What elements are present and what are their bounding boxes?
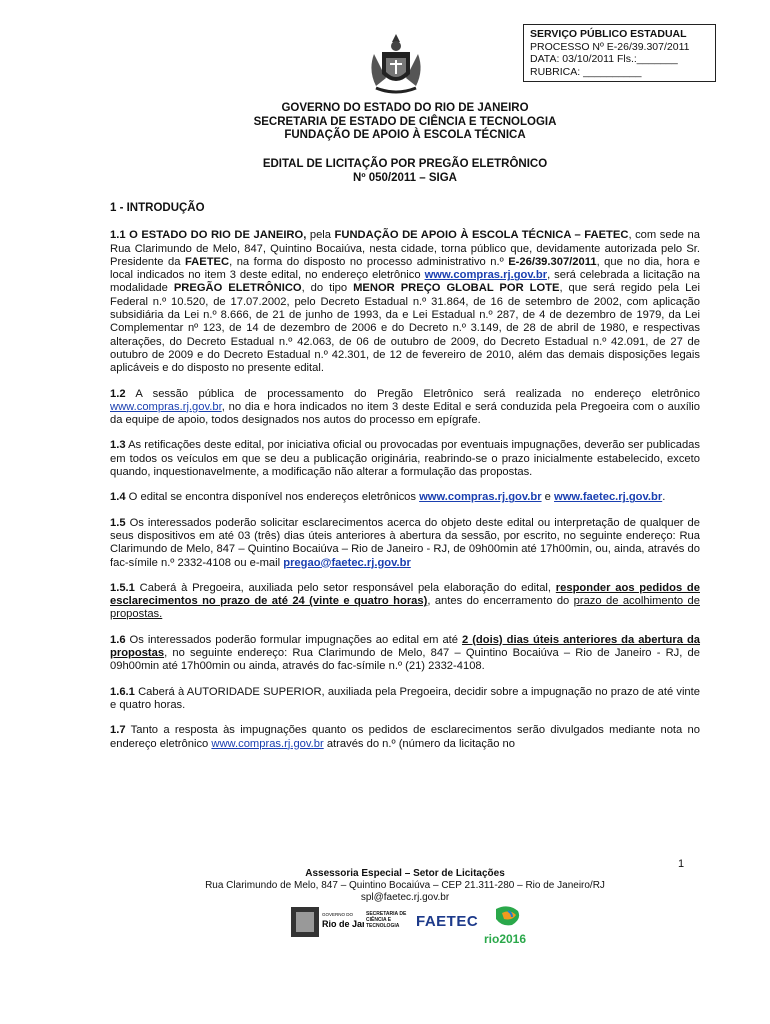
partner-logos <box>290 905 550 949</box>
faetec-link[interactable]: www.faetec.rj.gov.br <box>554 491 663 504</box>
paragraph-1-2: 1.2 A sessão pública de processamento do Pregão Eletrônico será realizada no endereço eletrônico www.compras.rj.gov.br, no dia e hora indicados no item 3 deste Edital e será conduzida pela Pregoeira com o auxílio da equipe de apoio, todos designados nos autos do processo em epígrafe. <box>110 387 700 427</box>
page-number: 1 <box>678 858 685 870</box>
process-stamp <box>523 24 716 82</box>
stamp-title: SERVIÇO PÚBLICO ESTADUAL <box>530 28 687 40</box>
title-number: Nº 050/2011 – SIGA <box>353 171 457 184</box>
rio2016-logo <box>482 905 534 949</box>
secretariat-logo: SECRETARIA DE CIÊNCIA E TECNOLOGIA <box>366 911 407 929</box>
rio2016-emblem-icon <box>482 905 534 949</box>
document-header <box>110 102 700 143</box>
footer-email: spl@faetec.rj.gov.br <box>360 892 450 903</box>
paragraph-1-1: 1.1 O ESTADO DO RIO DE JANEIRO, pela FUNDAÇÃO DE APOIO À ESCOLA TÉCNICA – FAETEC, com sede na Rua Clarimundo de Melo, 847, Quintino Bocaiúva, nesta cidade, torna público que, devidamente autorizada pelo Sr. Presidente da FAETEC, na forma do disposto no processo administrativo n.º E-26/39.307/2011, que no dia, hora e local indicados no item 3 deste edital, no endereço eletrônico www.compras.rj.gov.br, será celebrada a licitação na modalidade PREGÃO ELETRÔNICO, do tipo MENOR PREÇO GLOBAL POR LOTE, que será regido pela Lei Federal n.º 10.520, de 17.07.2002, pelo Decreto Estadual n.º 31.864, de 16 de setembro de 2002, com aplicação subsidiária da Lei n.º 8.666, de 21 de junho de 1993, da e Lei Estadual n.º 287, de 4 de dezembro de 1979, da Lei Complementar nº 123, de 14 de dezembro de 2006 e do Decreto n.º 3.149, de 28 de abril de 1980, e respectivas alterações, do Decreto Estadual n.º 42.063, de 06 de outubro de 2009, do Decreto Estadual n.º 42.091, de 27 de outubro de 2009 e do Decreto Estadual n.º 42.301, de 12 de fevereiro de 2010, além das demais disposições legais aplicáveis e do disposto no presente edital. <box>110 229 701 375</box>
compras-link[interactable]: www.compras.rj.gov.br <box>424 269 548 282</box>
header-government: GOVERNO DO ESTADO DO RIO DE JANEIRO <box>281 102 529 114</box>
section-heading: 1 - INTRODUÇÃO <box>110 202 205 214</box>
faetec-logo: FAETEC <box>416 913 479 930</box>
paragraph-1-3: 1.3 As retificações deste edital, por iniciativa oficial ou provocadas por eventuais impugnações, deverão ser publicadas em todos os veículos em que se deu a publicação originária, reabrindo-se o prazo inicialmente estabelecido, exceto quando, inquestionavelmente, a modificação não alterar a formulação das propostas. <box>110 439 700 479</box>
compras-link[interactable]: www.compras.rj.gov.br <box>419 491 542 504</box>
document-body <box>110 202 700 763</box>
government-crest-icon <box>290 905 364 939</box>
svg-text:GOVERNO DO: GOVERNO DO <box>322 912 354 917</box>
state-coat-of-arms-icon <box>366 30 426 98</box>
email-link[interactable]: pregao@faetec.rj.gov.br <box>283 556 411 569</box>
document-title <box>110 158 700 185</box>
svg-text:Rio de Janeiro: Rio de Ja <box>322 919 363 929</box>
stamp-process: PROCESSO Nº E-26/39.307/2011 <box>530 40 690 53</box>
government-logo <box>290 905 364 939</box>
compras-link[interactable]: www.compras.rj.gov.br <box>110 400 222 413</box>
paragraph-1-6-1: 1.6.1 Caberá à AUTORIDADE SUPERIOR, auxiliada pela Pregoeira, decidir sobre a impugnação no prazo de até vinte e quatro horas. <box>110 685 700 711</box>
stamp-date: DATA: 03/10/2011 Fls.:_______ <box>530 53 678 65</box>
header-secretariat: SECRETARIA DE ESTADO DE CIÊNCIA E TECNOLOGIA <box>253 115 557 128</box>
title-edital: EDITAL DE LICITAÇÃO POR PREGÃO ELETRÔNICO <box>262 158 548 170</box>
paragraph-1-5: 1.5 Os interessados poderão solicitar esclarecimentos acerca do objeto deste edital ou interpretação de qualquer de seus dispositivos em até 03 (três) dias úteis anteriores à abertura da sessão, por escrito, no seguinte endereço: Rua Clarimundo de Melo, 847 – Quintino Bocaiúva – Rio de Janeiro - RJ, de 09h00min até 17h00min, ou, ainda, através do fac-símile n.º 2332-4108 ou e-mail pregao@faetec.rj.gov.br <box>110 516 700 569</box>
footer-department: Assessoria Especial – Setor de Licitações <box>305 868 505 879</box>
header-foundation: FUNDAÇÃO DE APOIO À ESCOLA TÉCNICA <box>284 129 526 141</box>
paragraph-1-4: 1.4 O edital se encontra disponível nos endereços eletrônicos www.compras.rj.gov.br e www.faetec.rj.gov.br. <box>110 491 666 504</box>
compras-link[interactable]: www.compras.rj.gov.br <box>211 737 324 750</box>
stamp-rubrica: RUBRICA: __________ <box>530 65 642 78</box>
paragraph-1-7: 1.7 Tanto a resposta às impugnações quanto os pedidos de esclarecimentos serão divulgados mediante nota no endereço eletrônico www.compras.rj.gov.br através do n.º (número da licitação no <box>110 724 700 750</box>
footer-address: Rua Clarimundo de Melo, 847 – Quintino Bocaiúva – CEP 21.311-280 – Rio de Janeiro/RJ <box>205 880 605 891</box>
page-footer <box>110 868 700 904</box>
svg-text:rio2016: rio2016 <box>484 932 527 946</box>
paragraph-1-5-1: 1.5.1 Caberá à Pregoeira, auxiliada pelo setor responsável pela elaboração do edital, responder aos pedidos de esclarecimentos no prazo de até 24 (vinte e quatro horas), antes do encerramento do prazo de acolhimento de propostas. <box>110 581 700 621</box>
paragraph-1-6: 1.6 Os interessados poderão formular impugnações ao edital em até 2 (dois) dias úteis anteriores da abertura da propostas, no seguinte endereço: Rua Clarimundo de Melo, 847 – Quintino Bocaiúva – Rio de Janeiro - RJ, de 09h00min até 17h00min ou ainda, através do fac-símile n.º (21) 2332-4108. <box>110 633 700 673</box>
